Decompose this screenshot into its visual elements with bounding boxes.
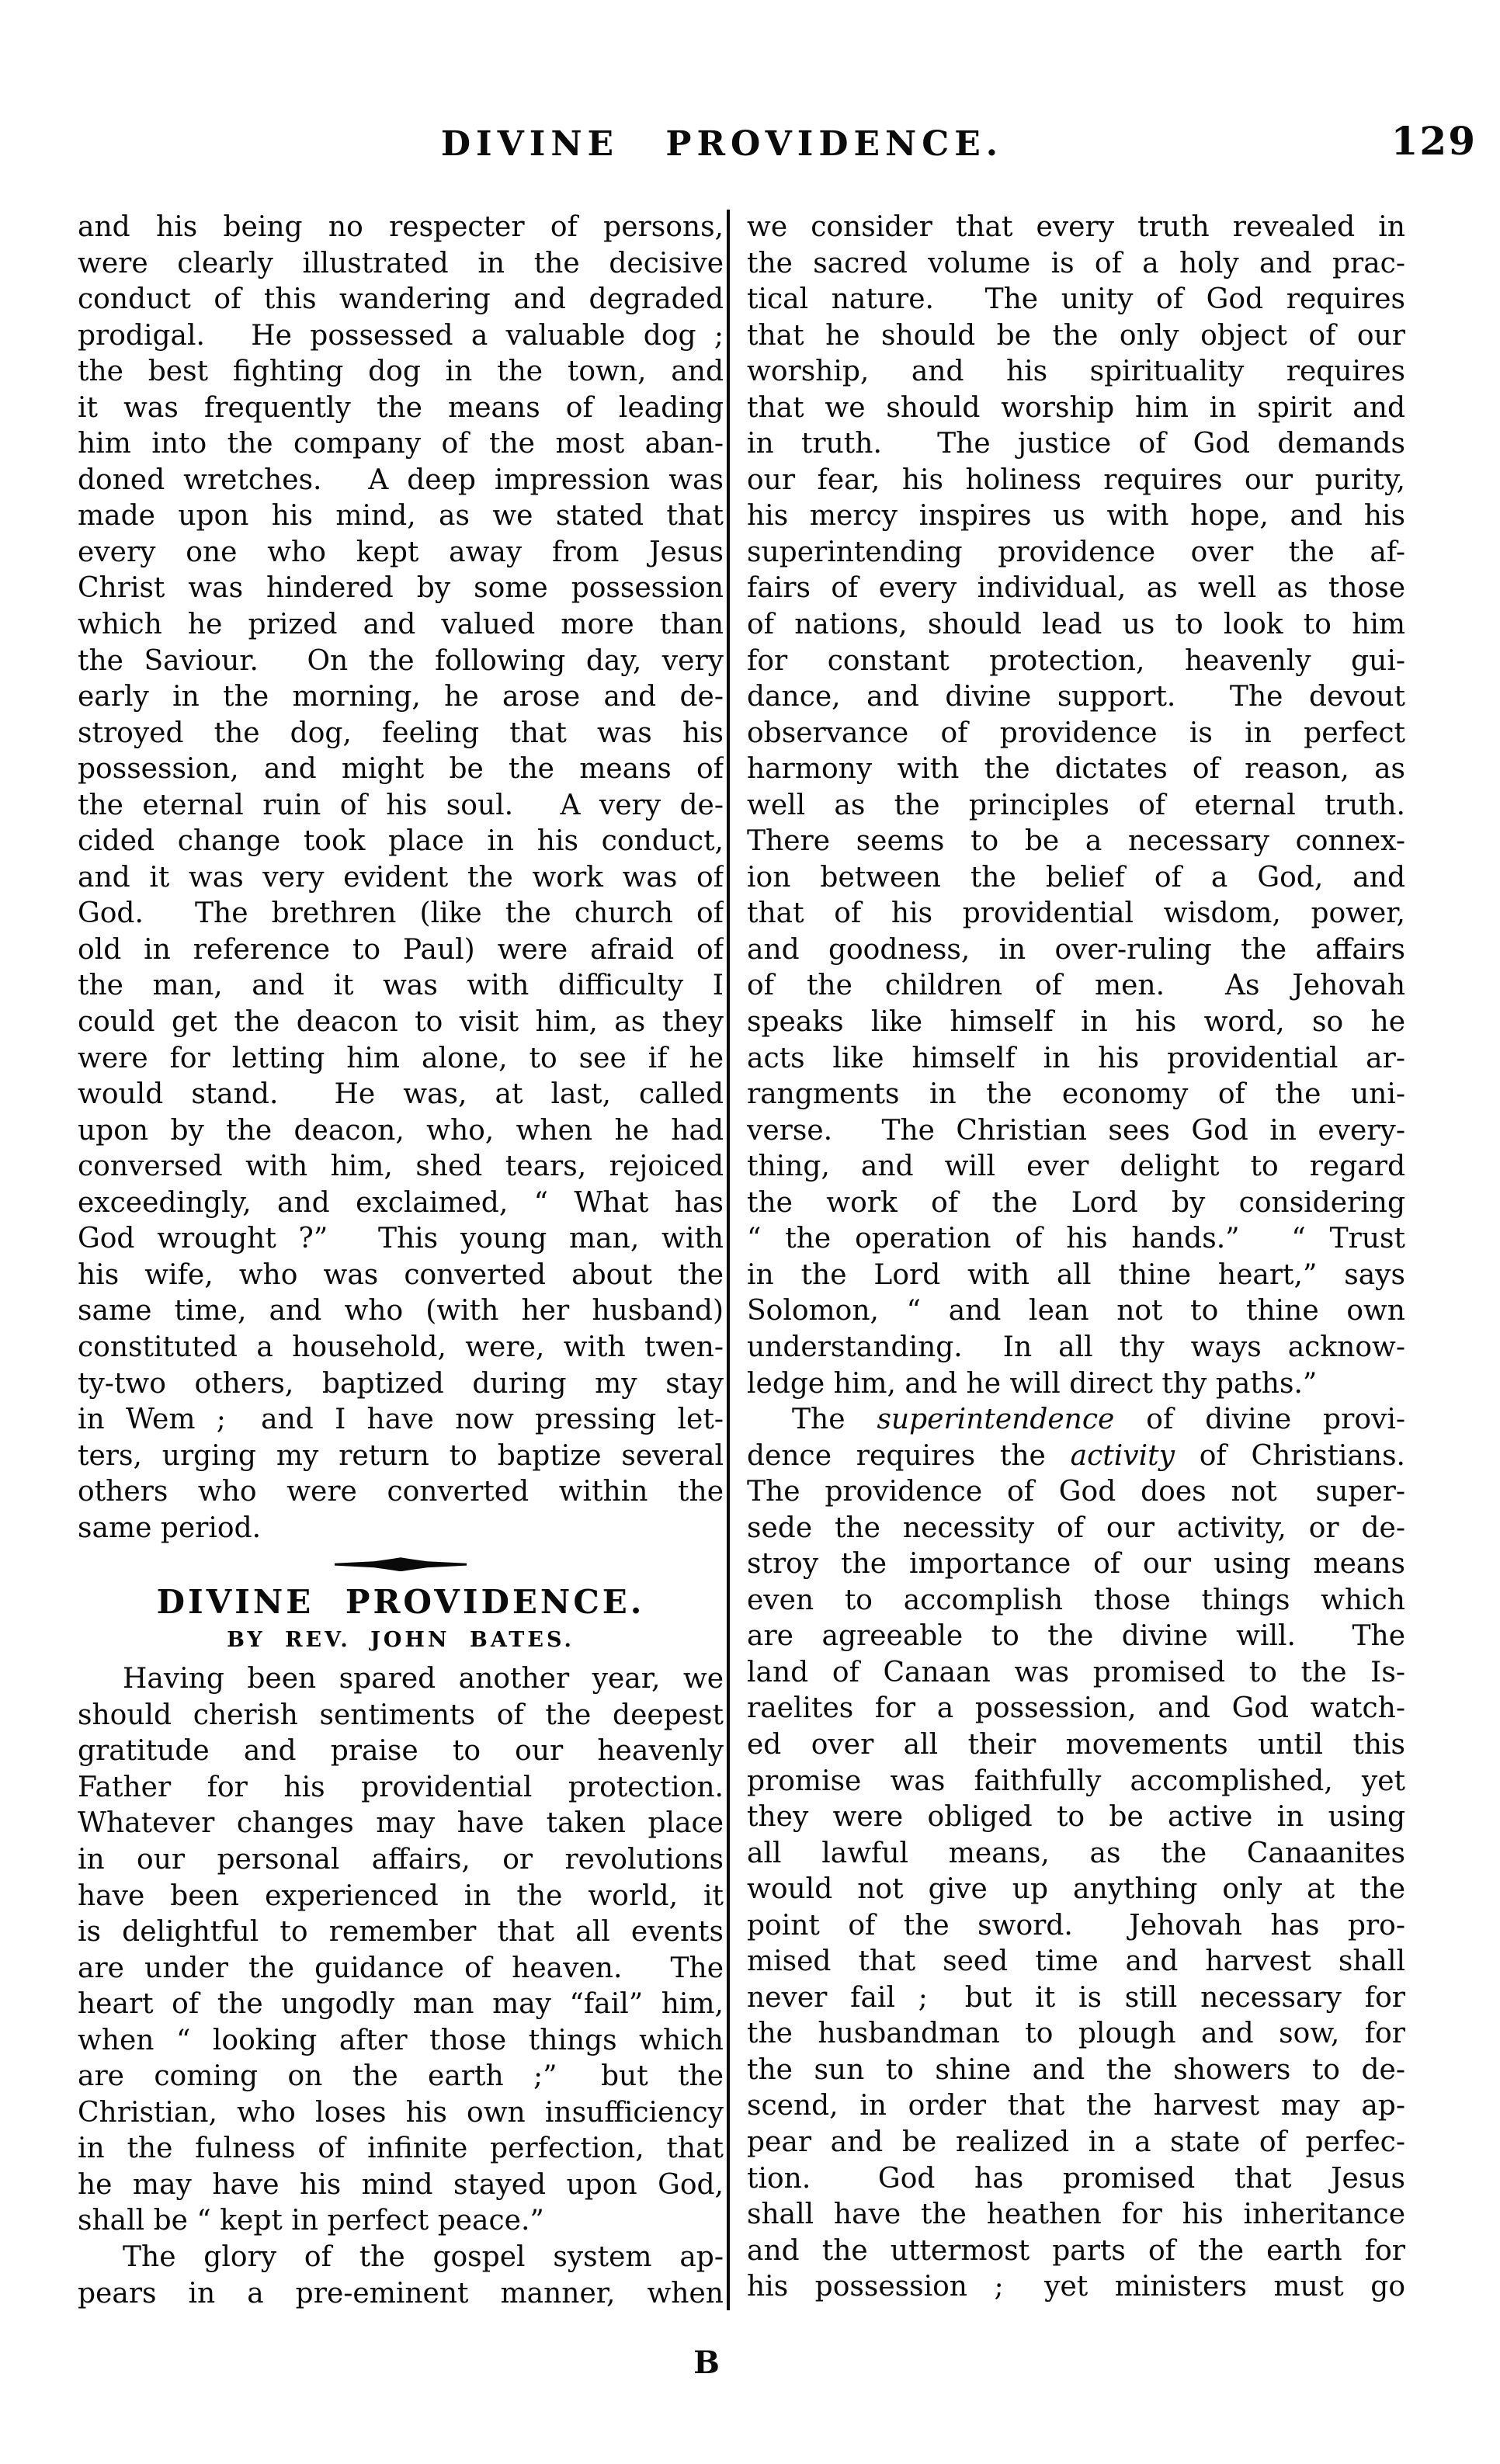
text-line: There seems to be a necessary connex-: [747, 825, 1405, 858]
column-divider-rule: [727, 210, 730, 2310]
text-line: the Saviour. On the following day, very: [78, 644, 724, 677]
text-line: is delightful to remember that all events: [78, 1916, 724, 1949]
text-line: ters, urging my return to baptize several: [78, 1439, 724, 1472]
text-line: Having been spared another year, we: [123, 1663, 724, 1695]
text-line: dence requires the activity of Christians.: [747, 1439, 1405, 1472]
text-line: raelites for a possession, and God watch-: [747, 1692, 1405, 1725]
text-line: Christian, who loses his own insufficiency: [78, 2096, 724, 2129]
text-line: could get the deacon to visit him, as they: [78, 1006, 724, 1039]
text-line: in our personal affairs, or revolutions: [78, 1843, 724, 1876]
text-line: shall be “ kept in perfect peace.”: [78, 2205, 544, 2237]
text-line: in truth. The justice of God demands: [747, 428, 1405, 460]
text-line: Christ was hindered by some possession: [78, 572, 724, 605]
right-column: [747, 210, 1405, 2306]
text-line: rangments in the economy of the uni-: [747, 1078, 1405, 1111]
text-line: were for letting him alone, to see if he: [78, 1042, 724, 1074]
text-line: Solomon, “ and lean not to thine own: [747, 1295, 1405, 1327]
text-line: the eternal ruin of his soul. A very de-: [78, 789, 724, 821]
text-line: his mercy inspires us with hope, and his: [747, 500, 1405, 533]
text-line: stroyed the dog, feeling that was his: [78, 717, 724, 749]
text-line: our fear, his holiness requires our purity,: [747, 463, 1405, 496]
text-line: God. The brethren (like the church of: [78, 897, 724, 930]
text-line: understanding. In all thy ways acknow-: [747, 1331, 1405, 1363]
text-line: are coming on the earth ;” but the: [78, 2060, 724, 2093]
text-line: and his being no respecter of persons,: [78, 211, 724, 243]
text-line: the best fighting dog in the town, and: [78, 356, 724, 388]
text-line: it was frequently the means of leading: [78, 391, 724, 424]
text-line: exceedingly, and exclaimed, “ What has: [78, 1186, 724, 1219]
text-line: made upon his mind, as we stated that: [78, 500, 724, 533]
text-line: gratitude and praise to our heavenly: [78, 1735, 724, 1768]
text-line: his possession ; yet ministers must go: [747, 2271, 1405, 2303]
text-line: ion between the belief of a God, and: [747, 861, 1405, 894]
text-line: that of his providential wisdom, power,: [747, 897, 1405, 930]
text-line: acts like himself in his providential ar-: [747, 1042, 1405, 1074]
text-line: which he prized and valued more than: [78, 609, 724, 641]
text-line: pears in a pre-eminent manner, when: [78, 2277, 724, 2310]
italic-text: activity: [1070, 1439, 1175, 1472]
text-line: would stand. He was, at last, called: [78, 1078, 724, 1111]
text-line: harmony with the dictates of reason, as: [747, 753, 1405, 786]
text-line: the sun to shine and the showers to de-: [747, 2053, 1405, 2086]
text-line: and the uttermost parts of the earth for: [747, 2234, 1405, 2267]
text-line: he may have his mind stayed upon God,: [78, 2168, 724, 2201]
article-byline: BY REV. JOHN BATES.: [227, 1628, 575, 1653]
text-line: fairs of every individual, as well as those: [747, 572, 1405, 605]
text-line: that he should be the only object of our: [747, 319, 1405, 352]
text-line: in Wem ; and I have now pressing let-: [78, 1404, 724, 1436]
text-line: point of the sword. Jehovah has pro-: [747, 1909, 1405, 1942]
text-line: we consider that every truth revealed in: [747, 211, 1405, 243]
text-line: his wife, who was converted about the: [78, 1258, 724, 1291]
text-line: would not give up anything only at the: [747, 1873, 1405, 1906]
text-line: tical nature. The unity of God requires: [747, 283, 1405, 316]
text-line: well as the principles of eternal truth.: [747, 789, 1405, 821]
text-line: same time, and who (with her husband): [78, 1295, 724, 1327]
text-line: “ the operation of his hands.” “ Trust: [747, 1223, 1405, 1255]
two-column-text-block: [78, 210, 1405, 2312]
text-line: mised that seed time and harvest shall: [747, 1945, 1405, 1978]
text-line: that we should worship him in spirit and: [747, 391, 1405, 424]
text-line: even to accomplish those things which: [747, 1584, 1405, 1616]
text-line: same period.: [78, 1511, 262, 1544]
text-line: sede the necessity of our activity, or de-: [747, 1511, 1405, 1544]
text-line: Whatever changes may have taken place: [78, 1807, 724, 1840]
text-line: ty-two others, baptized during my stay: [78, 1367, 724, 1400]
italic-text: superintendence: [877, 1404, 1115, 1436]
text-line: the man, and it was with difficulty I: [78, 970, 724, 1002]
text-line: of nations, should lead us to look to him: [747, 609, 1405, 641]
text-line: doned wretches. A deep impression was: [78, 463, 724, 496]
text-line: thing, and will ever delight to regard: [747, 1150, 1405, 1183]
text-line: prodigal. He possessed a valuable dog ;: [78, 319, 724, 352]
tapered-rule-ornament-icon: [335, 1557, 467, 1571]
left-column: [78, 210, 724, 2312]
text-line: are under the guidance of heaven. The: [78, 1952, 724, 1984]
text-line: have been experienced in the world, it: [78, 1879, 724, 1912]
text-line: ed over all their movements until this: [747, 1728, 1405, 1761]
text-line: never fail ; but it is still necessary for: [747, 1981, 1405, 2014]
text-line: The superintendence of divine provi-: [792, 1404, 1405, 1436]
text-line: every one who kept away from Jesus: [78, 536, 724, 568]
text-line: conduct of this wandering and degraded: [78, 283, 724, 316]
text-line: and it was very evident the work was of: [78, 861, 724, 894]
text-line: and goodness, in over-ruling the affairs: [747, 933, 1405, 966]
text-line: old in reference to Paul) were afraid of: [78, 933, 724, 966]
page-number: 129: [1391, 118, 1477, 164]
text-line: scend, in order that the harvest may ap-: [747, 2090, 1405, 2122]
text-line: in the fulness of infinite perfection, that: [78, 2133, 724, 2165]
text-line: speaks like himself in his word, so he: [747, 1006, 1405, 1039]
text-line: are agreeable to the divine will. The: [747, 1620, 1405, 1653]
text-line: The glory of the gospel system ap-: [123, 2240, 724, 2273]
text-line: when “ looking after those things which: [78, 2024, 724, 2056]
text-line: superintending providence over the af-: [747, 536, 1405, 568]
article-heading: DIVINE PROVIDENCE.: [156, 1583, 645, 1622]
text-line: upon by the deacon, who, when he had: [78, 1114, 724, 1147]
text-line: in the Lord with all thine heart,” says: [747, 1258, 1405, 1291]
text-line: verse. The Christian sees God in every-: [747, 1114, 1405, 1147]
text-line: all lawful means, as the Canaanites: [747, 1837, 1405, 1869]
text-line: pear and be realized in a state of perfec-: [747, 2126, 1405, 2158]
text-line: Father for his providential protection.: [78, 1771, 724, 1803]
text-line: heart of the ungodly man may “fail” him,: [78, 1988, 724, 2021]
text-line: cided change took place in his conduct,: [78, 825, 724, 858]
text-line: should cherish sentiments of the deepest: [78, 1699, 724, 1731]
text-line: him into the company of the most aban-: [78, 428, 724, 460]
text-line: the husbandman to plough and sow, for: [747, 2018, 1405, 2050]
text-line: dance, and divine support. The devout: [747, 681, 1405, 713]
text-line: conversed with him, shed tears, rejoiced: [78, 1150, 724, 1183]
text-line: early in the morning, he arose and de-: [78, 681, 724, 713]
text-line: promise was faithfully accomplished, yet: [747, 1765, 1405, 1797]
text-line: tion. God has promised that Jesus: [747, 2162, 1405, 2195]
text-line: observance of providence is in perfect: [747, 717, 1405, 749]
section-divider: [78, 1546, 724, 1582]
text-line: possession, and might be the means of: [78, 753, 724, 786]
text-line: the work of the Lord by considering: [747, 1186, 1405, 1219]
signature-mark: B: [693, 2344, 720, 2381]
text-line: ledge him, and he will direct thy paths.”: [747, 1367, 1318, 1400]
text-line: for constant protection, heavenly gui-: [747, 644, 1405, 677]
text-line: others who were converted within the: [78, 1476, 724, 1508]
text-line: shall have the heathen for his inheritance: [747, 2199, 1405, 2231]
text-line: stroy the importance of our using means: [747, 1548, 1405, 1581]
text-line: were clearly illustrated in the decisive: [78, 247, 724, 279]
text-line: God wrought ?” This young man, with: [78, 1223, 724, 1255]
running-head: DIVINE PROVIDENCE.: [440, 124, 1004, 164]
text-line: of the children of men. As Jehovah: [747, 970, 1405, 1002]
text-line: they were obliged to be active in using: [747, 1801, 1405, 1834]
text-line: The providence of God does not super-: [747, 1476, 1405, 1508]
text-line: constituted a household, were, with twen-: [78, 1331, 724, 1363]
text-line: the sacred volume is of a holy and prac-: [747, 247, 1405, 279]
text-line: worship, and his spirituality requires: [747, 356, 1405, 388]
text-line: land of Canaan was promised to the Is-: [747, 1656, 1405, 1688]
